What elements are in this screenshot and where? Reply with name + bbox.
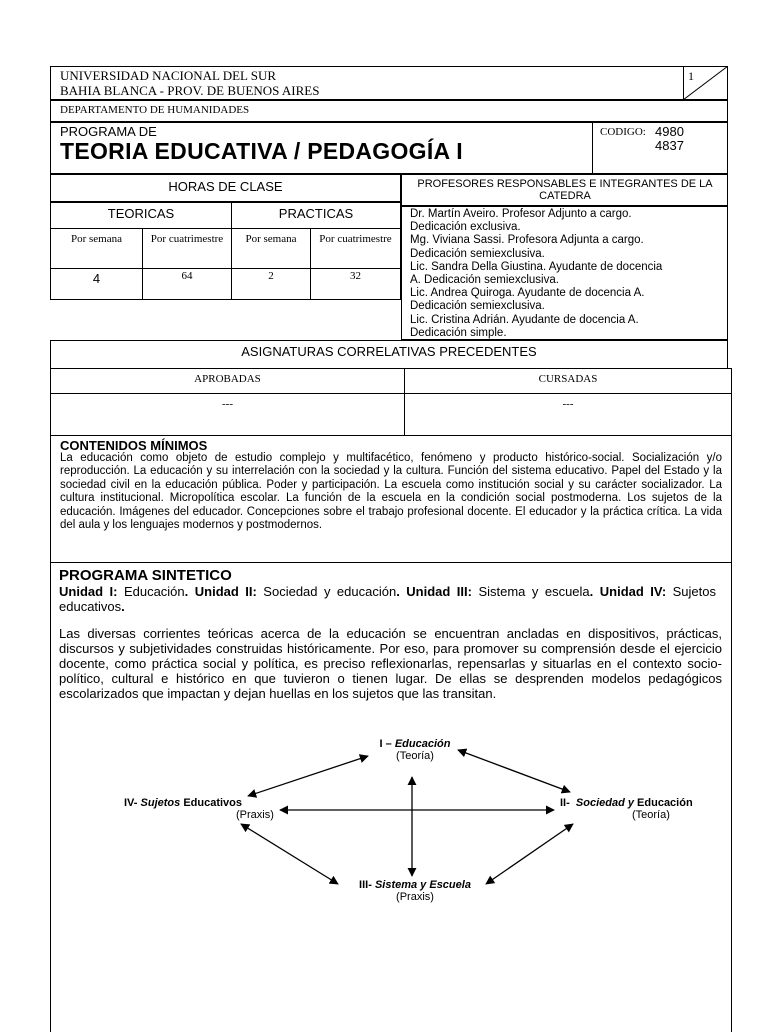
- node-right-name-italic: Sociedad y: [575, 797, 634, 809]
- program-label: PROGRAMA DE: [60, 124, 157, 139]
- node-top-prefix: I –: [379, 738, 392, 750]
- practical-header: PRACTICAS: [278, 206, 354, 221]
- node-right-prefix: II-: [560, 797, 570, 809]
- synthetic-title: PROGRAMA SINTETICO: [59, 567, 232, 584]
- node-left-name-rest: Educativos: [183, 797, 242, 809]
- unit-3-name: Sistema y escuela: [478, 584, 590, 599]
- professor-line: Lic. Sandra Della Giustina. Ayudante de docencia: [410, 260, 663, 273]
- synthetic-paragraph: Las diversas corrientes teóricas acerca de la educación se encuentran ancladas en dispositivos, prácticas, discursos y subjetividades construidas históricamente. Por eso, para promover su comprensión desde el ejercicio docente, como práctica social y política, es preciso reflexionarlas, repensarlas y situarlas en el contexto socio-político, cultural e histórico en que tuvieron o tienen lugar. De ellas se desprenden modelos pedagógicos escolarizados que impactan y dejan huellas en los sujetos que las transitan.: [59, 626, 722, 702]
- professor-line: A. Dedicación semiexclusiva.: [410, 274, 559, 287]
- page-number: 1: [688, 69, 694, 83]
- approved-header: APROBADAS: [194, 373, 261, 385]
- professor-line: Lic. Andrea Quiroga. Ayudante de docencia A.: [410, 287, 645, 300]
- hours-col-label-1: Por semana: [70, 233, 122, 245]
- university-name: UNIVERSIDAD NACIONAL DEL SUR: [60, 68, 277, 83]
- university-location: BAHIA BLANCA - PROV. DE BUENOS AIRES: [60, 83, 320, 98]
- diagram-node-top: [340, 738, 490, 762]
- professor-line: Mg. Viviana Sassi. Profesora Adjunta a cargo.: [410, 234, 644, 247]
- code-value-2: 4837: [655, 138, 684, 153]
- node-bottom-sub: (Praxis): [396, 891, 434, 903]
- code-label: CODIGO:: [600, 126, 646, 138]
- unit-3-label: Unidad III:: [406, 584, 472, 599]
- hours-col-label-3: Por semana: [245, 233, 297, 245]
- professors-title: PROFESORES RESPONSABLES E INTEGRANTES DE LA CATEDRA: [417, 178, 713, 202]
- attended-value: ---: [562, 398, 574, 410]
- correlatives-title: ASIGNATURAS CORRELATIVAS PRECEDENTES: [241, 344, 537, 359]
- unit-1-label: Unidad I:: [59, 584, 118, 599]
- arrow-left-top: [248, 756, 368, 796]
- diagram-node-bottom: [330, 879, 500, 903]
- professor-line: Dedicación semiexclusiva.: [410, 300, 545, 313]
- attended-header: CURSADAS: [538, 373, 598, 385]
- node-right-name-rest: Educación: [637, 797, 693, 809]
- node-left-sub: (Praxis): [236, 809, 274, 821]
- unit-2-label: Unidad II:: [194, 584, 257, 599]
- department-name: DEPARTAMENTO DE HUMANIDADES: [60, 104, 250, 116]
- hours-title: HORAS DE CLASE: [168, 179, 283, 194]
- arrow-left-bottom: [241, 824, 338, 884]
- program-title: TEORIA EDUCATIVA / PEDAGOGÍA I: [60, 138, 463, 164]
- professor-line: Dedicación exclusiva.: [410, 221, 521, 234]
- synthetic-units: Unidad I: Educación. Unidad II: Sociedad y educación. Unidad III: Sistema y escuela. Unidad IV: Sujetos educativos.: [59, 584, 717, 614]
- arrow-right-bottom: [486, 824, 573, 884]
- node-right-sub: (Teoría): [632, 809, 670, 821]
- professor-line: Dr. Martín Aveiro. Profesor Adjunto a cargo.: [410, 208, 632, 220]
- professor-line: Lic. Cristina Adrián. Ayudante de docencia A.: [410, 313, 639, 326]
- node-left-prefix: IV-: [124, 797, 138, 809]
- unit-4-name: Sujetos educativos: [59, 584, 717, 614]
- unit-4-label: Unidad IV:: [599, 584, 667, 599]
- node-bottom-prefix: III-: [359, 879, 372, 891]
- code-value-1: 4980: [655, 124, 684, 139]
- contents-text: La educación como objeto de estudio complejo y multifacético, fenómeno y producto histórico-social. Socialización y/o reproducción. La educación y su interrelación con la sociedad y la cultura. Función del sistema educativo. Papel del Estado y la sociedad civil en la educación pública. Poder y participación. La escuela como institución social y su carácter socializador. La cultura institucional. Micropolítica escolar. La función de la escuela en la condición social postmoderna. Los sujetos de la educación. Imágenes del educador. Concepciones sobre el trabajo profesional docente. El educador y la práctica crítica. La vida del aula y los lenguajes modernos y postmodernos.: [60, 452, 722, 532]
- professor-line: Dedicación simple.: [410, 326, 507, 339]
- professor-line: Dedicación semiexclusiva.: [410, 247, 545, 260]
- hours-value-1: 4: [92, 271, 101, 286]
- diagram-node-left: [124, 797, 284, 821]
- approved-value: ---: [222, 398, 233, 410]
- code-label-text: CODIGO: [600, 126, 643, 138]
- hours-value-3: 2: [268, 270, 274, 282]
- hours-value-2: 64: [181, 270, 193, 282]
- node-bottom-name: Sistema y Escuela: [374, 879, 471, 891]
- unit-1-name: Educación: [123, 584, 185, 599]
- node-top-sub: (Teoría): [396, 750, 434, 762]
- hours-col-label-4: Por cuatrimestre: [319, 233, 392, 245]
- unit-2-name: Sociedad y educación: [263, 584, 397, 599]
- node-left-name-italic: Sujetos: [140, 797, 181, 809]
- hours-col-label-2: Por cuatrimestre: [150, 233, 224, 245]
- hours-value-4: 32: [350, 270, 361, 282]
- contents-title: CONTENIDOS MÍNIMOS: [60, 438, 208, 453]
- theoretical-header: TEORICAS: [107, 206, 175, 221]
- diagram-node-right: [560, 797, 730, 821]
- node-top-name: Educación: [394, 738, 451, 750]
